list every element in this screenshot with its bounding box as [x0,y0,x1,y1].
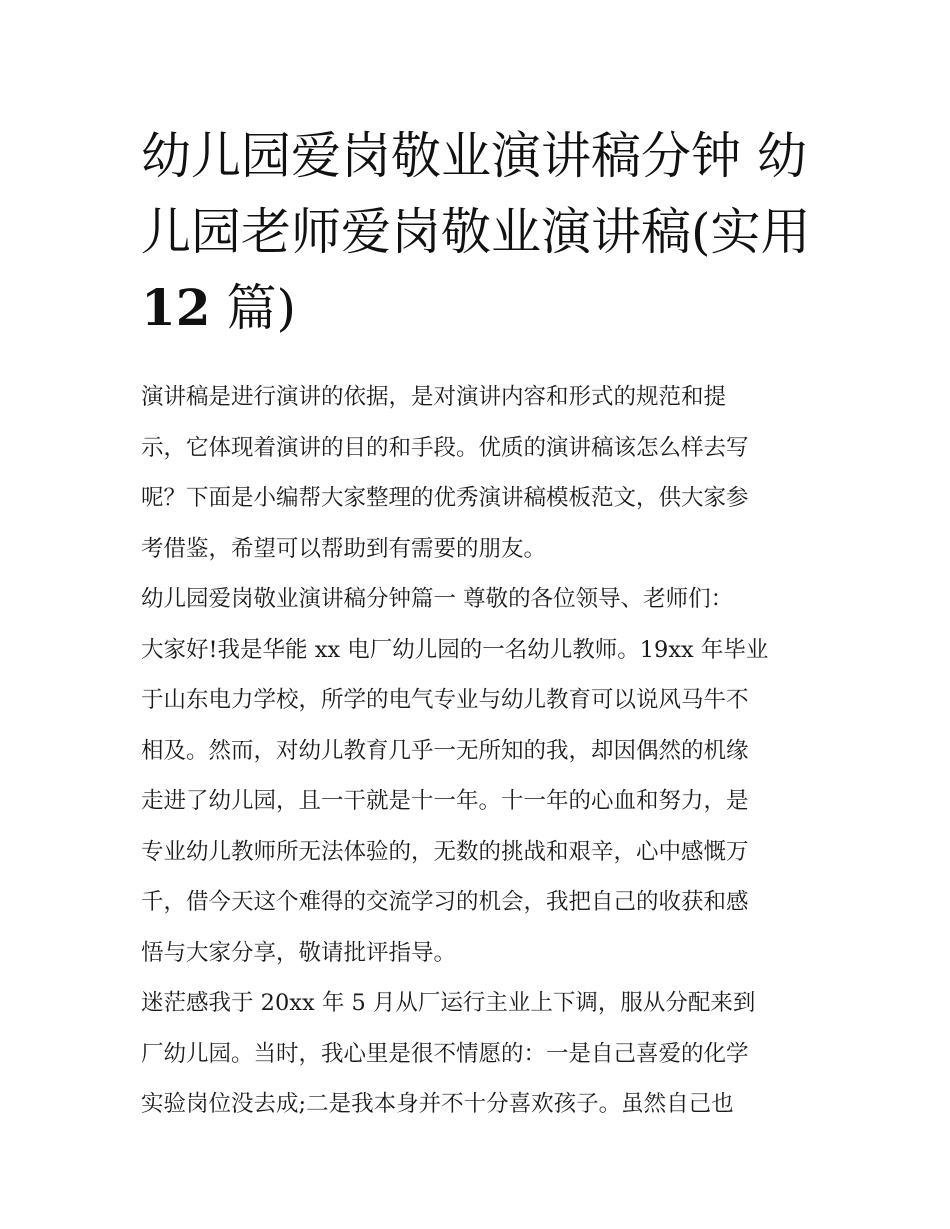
paragraph-intro [141,372,813,574]
title-line-3-text: 篇) [226,279,297,337]
paragraph-line: 于山东电力学校，所学的电气专业与幼儿教育可以说风马牛不 [141,687,749,713]
paragraph-section-heading [141,574,813,625]
paragraph-line: 走进了幼儿园，且一干就是十一年。十一年的心血和努力，是 [141,788,749,814]
paragraph-line: 悟与大家分享，敬请批评指导。 [141,939,457,966]
paragraph-line: 呢？下面是小编帮大家整理的优秀演讲稿模板范文，供大家参 [141,485,749,511]
paragraph-greeting [141,625,813,979]
title-line-2: 儿园老师爱岗敬业演讲稿(实用 [141,203,811,261]
paragraph-line: 实验岗位没去成;二是我本身并不十分喜欢孩子。虽然自己也 [141,1091,734,1117]
document-title [141,118,813,346]
paragraph-line: 示，它体现着演讲的目的和手段。优质的演讲稿该怎么样去写 [141,434,749,461]
paragraph-line: 考借鉴，希望可以帮助到有需要的朋友。 [141,535,547,562]
paragraph-line: 千，借今天这个难得的交流学习的机会，我把自己的收获和感 [141,889,749,915]
title-number: 12 [141,278,211,337]
paragraph-line: 专业幼儿教师所无法体验的，无数的挑战和艰辛，心中感慨万 [141,838,749,865]
paragraph-line: 演讲稿是进行演讲的依据，是对演讲内容和形式的规范和提 [141,384,727,410]
document-body [141,372,813,1130]
paragraph-line: 幼儿园爱岗敬业演讲稿分钟篇一 尊敬的各位领导、老师们： [141,586,734,612]
paragraph-line: 厂幼儿园。当时，我心里是很不情愿的：一是自己喜爱的化学 [141,1040,749,1067]
paragraph-line: 大家好!我是华能 xx 电厂幼儿园的一名幼儿教师。19xx 年毕业 [141,636,769,663]
title-line-1: 幼儿园爱岗敬业演讲稿分钟 幼 [141,127,807,185]
title-line-3 [141,270,813,346]
paragraph-confusion [141,978,813,1130]
paragraph-line: 相及。然而，对幼儿教育几乎一无所知的我，却因偶然的机缘 [141,737,749,764]
document-page [141,118,813,1130]
paragraph-line: 迷茫感我于 20xx 年 5 月从厂运行主业上下调，服从分配来到 [141,990,756,1016]
